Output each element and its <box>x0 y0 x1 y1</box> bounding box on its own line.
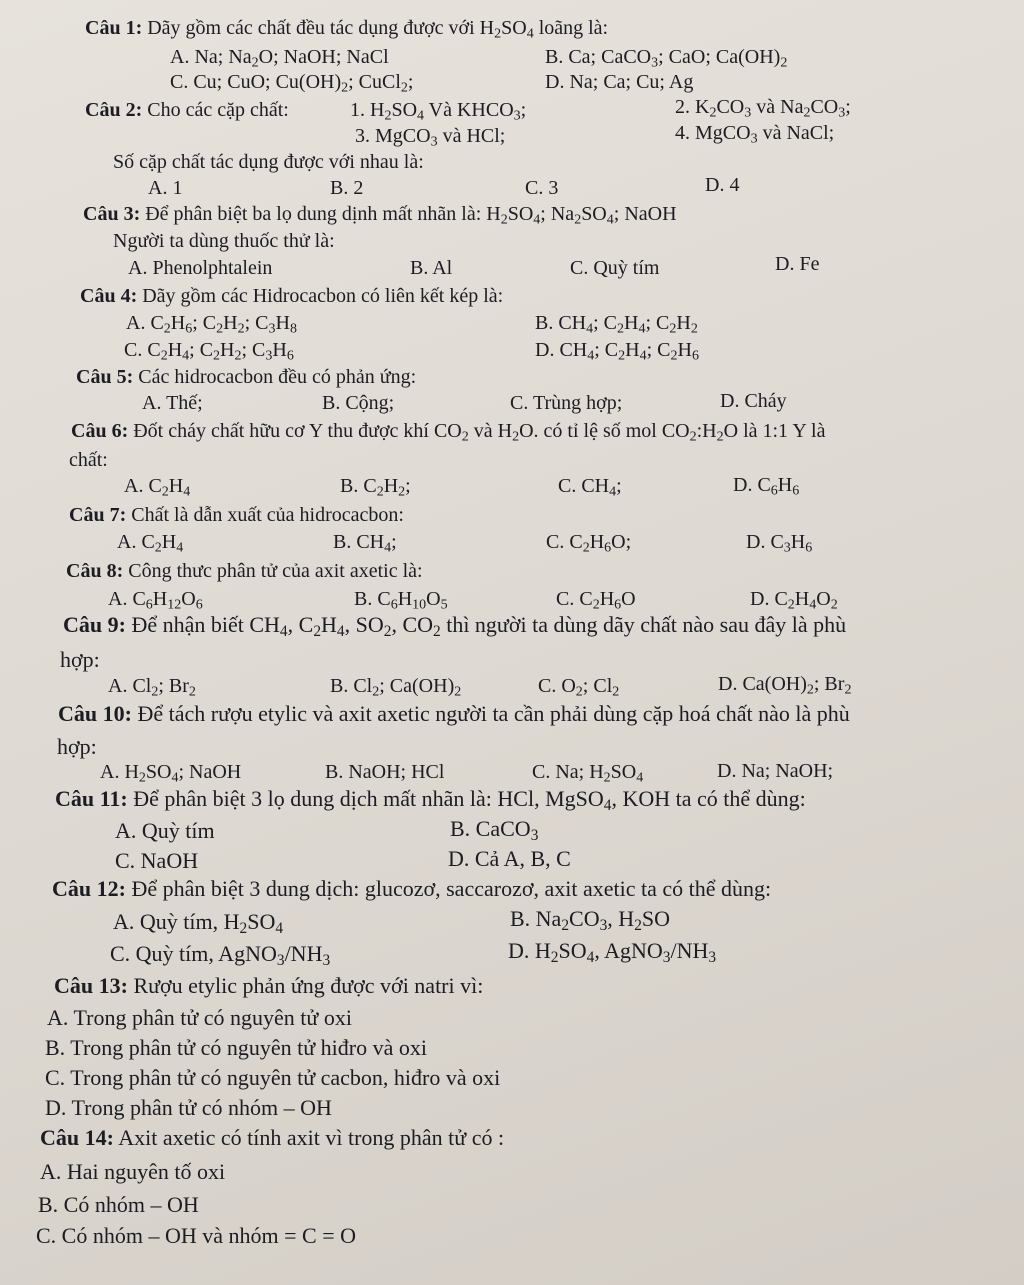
question-label: Câu 10: <box>58 701 132 726</box>
q13-option-b: B. Trong phân tử có nguyên tử hiđro và oxi <box>45 1035 427 1060</box>
question-4 <box>80 284 503 308</box>
q14-option-c: C. Có nhóm – OH và nhóm = C = O <box>36 1223 356 1248</box>
question-label: Câu 2: <box>85 99 143 121</box>
question-12 <box>52 875 771 902</box>
q2-pair-2: 2. $K_2CO_3$ và $Na_2CO_3$; <box>675 96 851 121</box>
question-text: Các hidrocacbon đều có phản ứng: <box>138 366 417 388</box>
q2-pair-1: 1. $H_2SO_4$ Và $KHCO_3$; <box>350 99 527 124</box>
q4-option-c: C. $C_2H_4$; $C_2H_2$; $C_3H_6$ <box>124 339 294 364</box>
q2-pair-3: 3. MgCO$_3$ và HCl; <box>355 125 506 150</box>
q3-option-d: D. Fe <box>775 253 820 275</box>
question-label: Câu 8: <box>66 560 124 582</box>
question-10 <box>58 700 850 727</box>
question-text: Để nhận biết $CH_4$, $C_2H_4$, $SO_2$, $CO_2$ thì người ta dùng dãy chất nào sau đây là phù <box>131 612 847 640</box>
q1-option-b: B. Ca; CaCO$_3$; CaO; $Ca(OH)_2$ <box>545 46 788 71</box>
q7-option-d: D. $C_3H_6$ <box>746 531 813 556</box>
q2-option-a: A. 1 <box>148 177 183 199</box>
question-11 <box>55 785 806 812</box>
q11-option-a: A. Quỳ tím <box>115 818 215 843</box>
question-label: Câu 9: <box>63 612 126 637</box>
question-label: Câu 11: <box>55 786 128 811</box>
question-label: Câu 13: <box>54 973 128 998</box>
question-text: Công thưc phân tử của axit axetic là: <box>128 560 423 582</box>
q9-option-b: B. $Cl_2$; $Ca(OH)_2$ <box>330 675 462 700</box>
q10-option-b: B. NaOH; HCl <box>325 761 445 783</box>
question-text: Rượu etylic phản ứng được với natri vì: <box>133 973 484 998</box>
question-text: Đốt cháy chất hữu cơ Y thu được khí $CO_2$ và $H_2O$. có tỉ lệ số mol $CO_2:H_2O$ là 1:1 Y là <box>133 420 826 445</box>
question-9 <box>63 611 846 638</box>
q10-text-continued: hợp: <box>57 734 97 759</box>
q7-option-b: B. $CH_4$; <box>333 531 397 556</box>
q11-option-c: C. NaOH <box>115 848 199 873</box>
q5-option-b: B. Cộng; <box>322 392 395 414</box>
q1-option-d: D. Na; Ca; Cu; Ag <box>545 71 694 93</box>
question-label: Câu 7: <box>69 504 127 526</box>
q11-option-d: D. Cả A, B, C <box>448 846 571 871</box>
q13-option-a: A. Trong phân tử có nguyên tử oxi <box>47 1005 352 1030</box>
q13-option-d: D. Trong phân tử có nhóm – OH <box>45 1095 332 1120</box>
q11-option-b: B. CaCO$_3$ <box>450 816 539 844</box>
q14-option-b: B. Có nhóm – OH <box>38 1192 199 1217</box>
q8-option-a: A. $C_6H_{12}O_6$ <box>108 588 203 613</box>
question-1 <box>85 16 608 40</box>
question-13 <box>54 972 483 999</box>
q10-option-a: A. $H_2SO_4$; NaOH <box>100 761 242 786</box>
q3-option-a: A. Phenolphtalein <box>128 257 273 279</box>
question-5 <box>76 365 416 389</box>
q8-option-d: D. $C_2H_4O_2$ <box>750 588 838 613</box>
q6-text-continued: chất: <box>69 449 108 471</box>
question-2 <box>85 98 289 122</box>
question-text: Axit axetic có tính axit vì trong phân tử có : <box>118 1125 505 1150</box>
question-label: Câu 6: <box>71 420 129 442</box>
q6-option-d: D. $C_6H_6$ <box>733 474 800 499</box>
question-label: Câu 12: <box>52 876 126 901</box>
q6-option-c: C. $CH_4$; <box>558 475 622 500</box>
q9-option-d: D. $Ca(OH)_2$; $Br_2$ <box>718 673 852 698</box>
q4-option-a: A. $C_2H_6$; $C_2H_2$; $C_3H_8$ <box>126 312 297 337</box>
q9-option-a: A. $Cl_2$; $Br_2$ <box>108 675 196 700</box>
question-text: Dãy gồm các chất đều tác dụng được với $H_2SO_4$ loãng là: <box>147 17 609 42</box>
question-text: Để phân biệt ba lọ dung dịnh mất nhãn là: $H_2SO_4$; $Na_2SO_4$; NaOH <box>145 203 677 228</box>
q8-option-b: B. $C_6H_{10}O_5$ <box>354 588 448 613</box>
q1-option-c: C. Cu; CuO; $Cu(OH)_2$; CuCl$_2$; <box>170 71 414 96</box>
question-3 <box>83 202 677 226</box>
q12-option-c: C. Quỳ tím, $AgNO_3/NH_3$ <box>110 941 331 969</box>
q2-option-d: D. 4 <box>705 174 740 196</box>
q2-option-b: B. 2 <box>330 177 364 199</box>
question-text: Cho các cặp chất: <box>147 99 289 121</box>
q8-option-c: C. $C_2H_6O$ <box>556 588 636 613</box>
question-text: Để phân biệt 3 dung dịch: glucozơ, saccarozơ, axit axetic ta có thể dùng: <box>131 876 772 901</box>
q12-option-a: A. Quỳ tím, $H_2SO_4$ <box>113 909 284 937</box>
question-label: Câu 5: <box>76 366 134 388</box>
question-text: Dãy gồm các Hidrocacbon có liên kết kép là: <box>142 285 504 307</box>
q3-subtext: Người ta dùng thuốc thử là: <box>113 230 335 252</box>
question-text: Để tách rượu etylic và axit axetic người ta cần phải dùng cặp hoá chất nào là phù <box>137 701 850 726</box>
q9-option-c: C. $O_2$; $Cl_2$ <box>538 675 620 700</box>
q12-option-d: D. $H_2SO_4$, $AgNO_3/NH_3$ <box>508 938 717 966</box>
q3-option-b: B. Al <box>410 257 453 279</box>
q10-option-c: C. Na; $H_2SO_4$ <box>532 761 644 786</box>
question-label: Câu 14: <box>40 1125 114 1150</box>
q12-option-b: B. $Na_2CO_3$, $H_2SO$ <box>510 906 671 934</box>
q4-option-d: D. $CH_4$; $C_2H_4$; $C_2H_6$ <box>535 339 699 364</box>
q4-option-b: B. $CH_4$; $C_2H_4$; $C_2H_2$ <box>535 312 698 337</box>
q7-option-c: C. $C_2H_6O$; <box>546 531 632 556</box>
q2-subtext: Số cặp chất tác dụng được với nhau là: <box>113 151 424 173</box>
q6-option-b: B. $C_2H_2$; <box>340 475 411 500</box>
question-label: Câu 3: <box>83 203 141 225</box>
q2-option-c: C. 3 <box>525 177 559 199</box>
q5-option-c: C. Trùng hợp; <box>510 392 623 414</box>
question-6 <box>71 419 825 443</box>
q9-text-continued: hợp: <box>60 647 100 672</box>
q7-option-a: A. $C_2H_4$ <box>117 531 184 556</box>
q13-option-c: C. Trong phân tử có nguyên tử cacbon, hiđro và oxi <box>45 1065 501 1090</box>
question-text: Chất là dẫn xuất của hidrocacbon: <box>131 504 404 526</box>
question-8 <box>66 559 423 583</box>
question-14 <box>40 1124 504 1151</box>
question-text: Để phân biệt 3 lọ dung dịch mất nhãn là: HCl, MgSO$_4$, KOH ta có thể dùng: <box>133 786 806 814</box>
q10-option-d: D. Na; NaOH; <box>717 760 834 782</box>
q1-option-a: A. Na; $Na_2O$; NaOH; NaCl <box>170 46 389 71</box>
question-label: Câu 4: <box>80 285 138 307</box>
q6-option-a: A. $C_2H_4$ <box>124 475 191 500</box>
q14-option-a: A. Hai nguyên tố oxi <box>40 1159 226 1184</box>
question-label: Câu 1: <box>85 17 143 39</box>
q2-pair-4: 4. MgCO$_3$ và NaCl; <box>675 122 835 147</box>
q5-option-a: A. Thế; <box>142 392 203 414</box>
question-7 <box>69 503 404 527</box>
q3-option-c: C. Quỳ tím <box>570 257 660 279</box>
q5-option-d: D. Cháy <box>720 390 787 412</box>
